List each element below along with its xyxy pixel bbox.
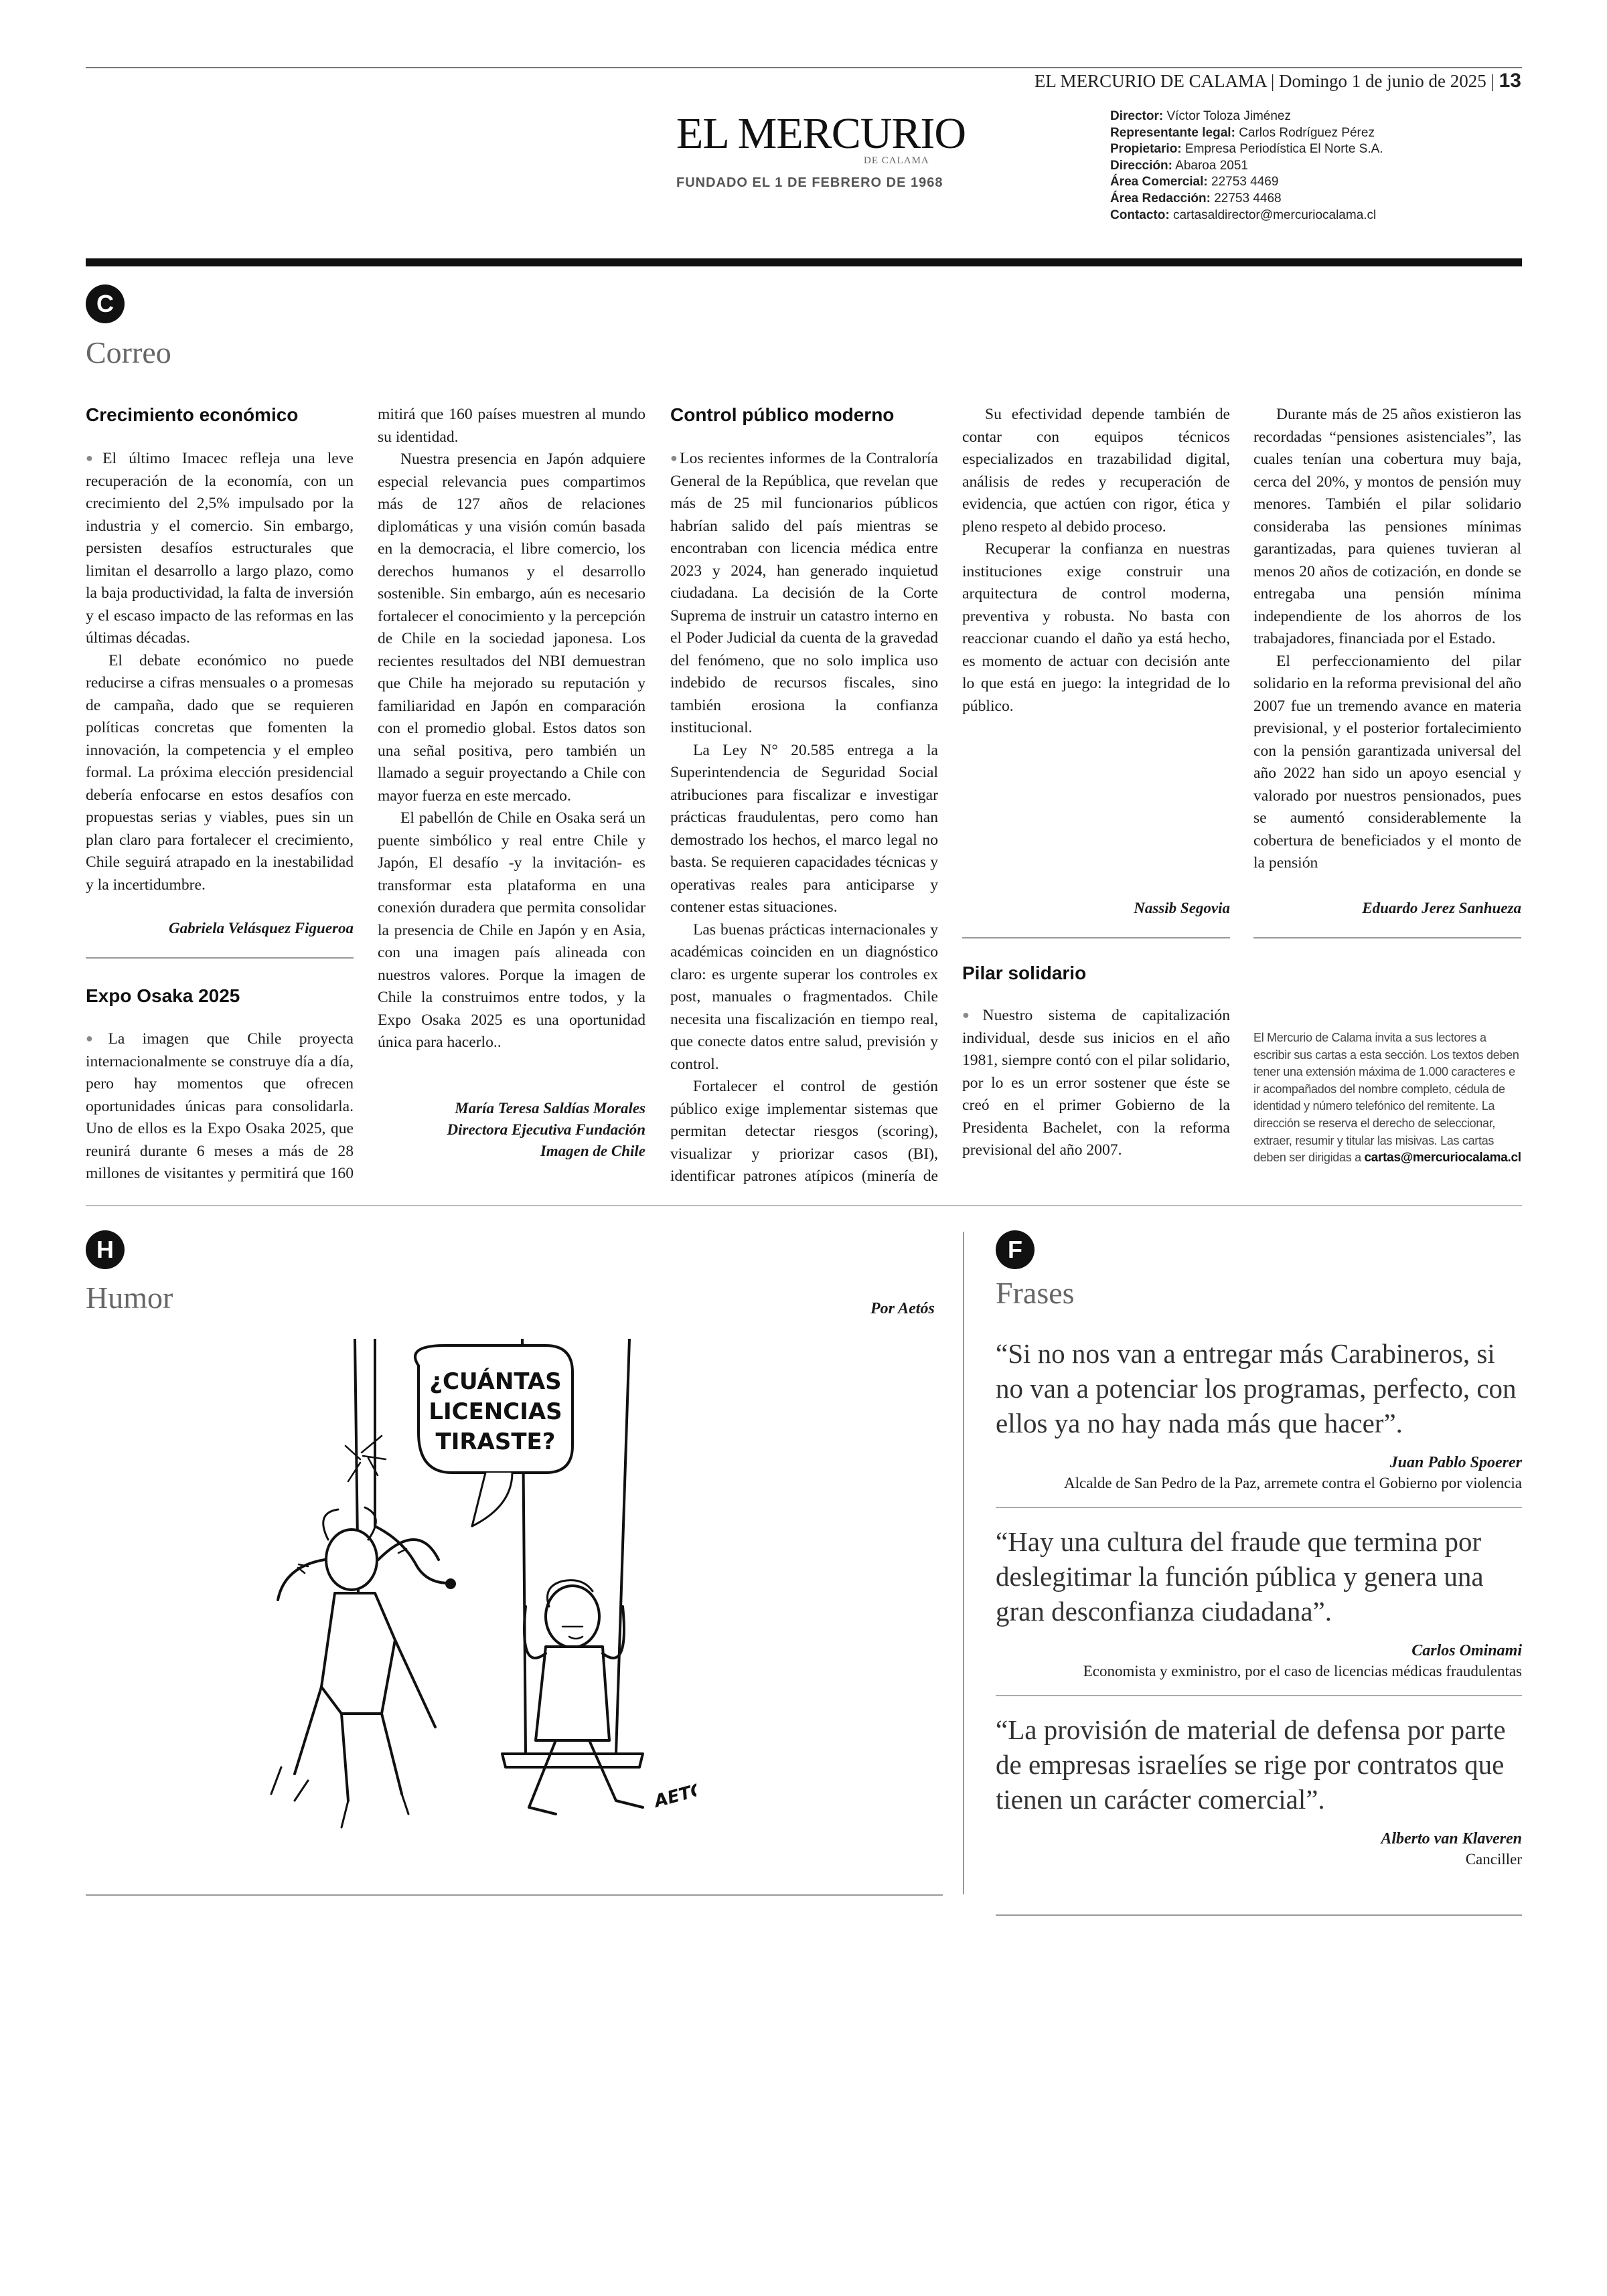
bubble-line-3: TIRASTE? xyxy=(435,1428,556,1455)
article-pilar-solidario-col1 xyxy=(962,1004,1230,1162)
masthead-logo-sub: DE CALAMA xyxy=(864,155,929,166)
staff-line: Director: Víctor Toloza Jiménez xyxy=(1110,109,1291,123)
humor-title: Humor xyxy=(86,1281,173,1315)
divider xyxy=(1253,937,1521,938)
signature: Gabriela Velásquez Figueroa xyxy=(168,920,354,936)
page-number: 13 xyxy=(1499,70,1521,92)
folio xyxy=(1035,70,1521,92)
article-control-publico-col1 xyxy=(670,447,938,1187)
article-title-crecimiento: Crecimiento económico xyxy=(86,404,299,425)
frases-title: Frases xyxy=(996,1276,1075,1310)
paragraph: Su efectividad depende también de contar con equipos técnicos especializados en trazabilidad digital, análisis de redes y recuperación de evidencia, que actúen con rigor, ética y pleno respeto al debido proceso. xyxy=(962,406,1230,536)
article-title-expo-osaka: Expo Osaka 2025 xyxy=(86,985,240,1006)
paragraph: ● Los recientes informes de la Contraloría General de la República, que revelan que más de 25 mil funcionarios públicos habrían salido del país mientras se encontraban con licencia médica entre 2023 y 2024, han generado inquietud ciudadana. La decisión de la Corte Suprema de instruir un catastro interno en el Poder Judicial da cuenta de la gravedad del fenómeno, que no solo implica uso indebido de recursos fiscales, sino también erosiona la confianza institucional. xyxy=(670,447,938,740)
bubble-line-1: ¿CUÁNTAS xyxy=(429,1368,562,1395)
section-divider xyxy=(86,1205,1522,1206)
signature-role: Directora Ejecutiva Fundación xyxy=(447,1121,645,1138)
correo-title: Correo xyxy=(86,335,171,370)
paragraph-continued: mitirá que 160 países muestren al mundo su identidad. xyxy=(378,406,645,446)
humor-bottom-rule xyxy=(86,1894,943,1896)
frases-badge: F xyxy=(996,1230,1035,1269)
staff-line: Representante legal: Carlos Rodríguez Pérez xyxy=(1110,125,1375,140)
notice-email[interactable]: cartas@mercuriocalama.cl xyxy=(1364,1151,1521,1165)
paragraph: El debate económico no puede reducirse a cifras mensuales o a promesas de campaña, dado que se requieren políticas concretas que fomenten la innovación, la competencia y el empleo formal. La próxima elección presidencial debería enfocarse en estos desafíos con propuestas serias y viables, pues sin un plan claro para fortalecer el crecimiento, Chile seguirá atrapado en la inestabilidad y la incertidumbre. xyxy=(86,651,354,894)
quote-author: Juan Pablo Spoerer xyxy=(1389,1454,1522,1471)
staff-line: Dirección: Abaroa 2051 xyxy=(1110,158,1248,173)
quote-author: Carlos Ominami xyxy=(1411,1642,1522,1659)
divider xyxy=(86,957,354,959)
staff-line: Área Redacción: 22753 4468 xyxy=(1110,191,1282,206)
article-pilar-solidario-col2 xyxy=(1253,404,1521,875)
paragraph: La Ley N° 20.585 entrega a la Superintendencia de Seguridad Social atribuciones para fiscalizar e investigar prácticas fraudulentas, pero como han demostrado los hechos, el marco legal no basta. Se requieren capacidades técnicas y operativas reales para anticiparse y contener estas situaciones. xyxy=(670,741,938,916)
notice-text: El Mercurio de Calama invita a sus lectores a escribir sus cartas a esta sección. Los textos deben tener una extensión máxima de 1.000 caracteres e ir acompañados del nombre completo, cédula de identidad y número telefónico del remitente. La dirección se reserva el derecho de seleccionar, extraer, resumir y titular las misivas. Las cartas deben ser dirigidas a xyxy=(1253,1031,1519,1165)
quote-item xyxy=(996,1332,1522,1492)
article-control-publico-col2 xyxy=(962,404,1230,718)
staff-box xyxy=(1110,108,1383,224)
quote-role: Alcalde de San Pedro de la Paz, arremete contra el Gobierno por violencia xyxy=(1064,1475,1522,1491)
paragraph: Nuestra presencia en Japón adquiere especial relevancia pues compartimos más de 127 años de relaciones diplomáticas y una visión común basada en la democracia, el libre comercio, los derechos humanos y el desarrollo sostenible. Sin embargo, aún es necesario fortalecer el conocimiento y la percepción de Chile en la sociedad japonesa. Los recientes resultados del NBI demuestran que Chile ha mejorado su reputación y familiaridad en Japón en comparación con el promedio global. Estos datos son una señal positiva, pero también un llamado a seguir proyectando a Chile con mayor fuerza en este mercado. xyxy=(378,450,645,805)
quote-item xyxy=(996,1696,1522,1868)
letters-notice xyxy=(1253,1030,1521,1167)
signature-block xyxy=(378,1098,645,1162)
folio-text: EL MERCURIO DE CALAMA | Domingo 1 de junio de 2025 | xyxy=(1034,71,1495,91)
divider xyxy=(962,937,1230,938)
section-rule xyxy=(86,258,1522,266)
paragraph: Recuperar la confianza en nuestras instituciones exige construir una arquitectura de control moderna, preventiva y robusta. No basta con reaccionar cuando el daño ya está hecho, es momento de actuar con decisión ante lo que está en juego: la integridad de lo público. xyxy=(962,540,1230,715)
signature: Nassib Segovia xyxy=(1134,900,1230,916)
article-expo-osaka-col2 xyxy=(378,404,645,1054)
quote-item xyxy=(996,1508,1522,1680)
artist-signature: AETÓS xyxy=(652,1775,696,1812)
cartoon-illustration xyxy=(241,1339,696,1854)
article-crecimiento xyxy=(86,447,354,896)
frases-list xyxy=(996,1332,1522,1868)
column-divider xyxy=(963,1232,964,1894)
founded-line: FUNDADO EL 1 DE FEBRERO DE 1968 xyxy=(676,175,943,190)
staff-line: Contacto: cartasaldirector@mercuriocalama.cl xyxy=(1110,208,1377,222)
paragraph: ● Nuestro sistema de capitalización individual, desde sus inicios en el año 1981, siempre contó con el pilar solidario, por lo es un error sostener que éste se creó en el primer Gobierno de la Presidenta Bachelet, con la reforma previsional del año 2007. xyxy=(962,1004,1230,1162)
signature-name: María Teresa Saldías Morales xyxy=(455,1100,645,1117)
article-expo-osaka-col1 xyxy=(86,1028,354,1181)
quote-text: “Si no nos van a entregar más Carabineros, si no van a potenciar los programas, perfecto, con ellos ya no hay nada más que hacer”. xyxy=(996,1338,1517,1439)
cartoon xyxy=(241,1339,696,1854)
paragraph: ● La imagen que Chile proyecta internacionalmente se construye día a día, pero hay momentos que ofrecen oportunidades únicas para consolidarla. Uno de ellos es la Expo Osaka 2025, que reunirá durante 6 meses a más de 28 millones de visitantes y permitirá que 160 xyxy=(86,1028,354,1181)
humor-badge: H xyxy=(86,1230,125,1269)
article-title-pilar-solidario: Pilar solidario xyxy=(962,963,1087,983)
staff-line: Propietario: Empresa Periodística El Norte S.A. xyxy=(1110,142,1383,157)
quote-text: “Hay una cultura del fraude que termina por deslegitimar la función pública y genera una gran desconfianza ciudadana”. xyxy=(996,1526,1484,1627)
top-rule xyxy=(86,67,1522,68)
cartoon-credit: Por Aetós xyxy=(870,1300,935,1317)
correo-badge: C xyxy=(86,284,125,323)
quote-author: Alberto van Klaveren xyxy=(1381,1830,1522,1848)
signature: Eduardo Jerez Sanhueza xyxy=(1362,900,1521,916)
paragraph: ● El último Imacec refleja una leve recuperación de la economía, con un crecimiento del 2,5% impulsado por la industria y el comercio. Sin embargo, persisten desafíos estructurales que limitan el desarrollo a largo plazo, como la baja productividad, la falta de inversión y el escaso impacto de las reformas en las últimas décadas. xyxy=(86,447,354,650)
paragraph: El perfeccionamiento del pilar solidario en la reforma previsional del año 2007 fue un tremendo avance en materia previsional, y el posterior fortalecimiento con la pensión garantizada universal del año 2022 han sido un apoyo esencial y valorado por nuestros pensionados, pues se aumentó considerablemente la cobertura de beneficiados y el monto de la pensión xyxy=(1253,652,1521,872)
paragraph: Las buenas prácticas internacionales y académicas coinciden en un diagnóstico claro: es urgente superar los controles ex post, manuales o fragmentados. Chile necesita una fiscalización en tiempo real, que conecte datos entre salud, previsión y control. xyxy=(670,920,938,1073)
staff-line: Área Comercial: 22753 4469 xyxy=(1110,175,1279,189)
quote-role: Canciller xyxy=(1465,1851,1522,1868)
signature-org: Imagen de Chile xyxy=(540,1143,645,1159)
masthead-logo: EL MERCURIO xyxy=(676,109,966,158)
article-title-control-publico: Control público moderno xyxy=(670,404,895,425)
quote-text: “La provisión de material de defensa por parte de empresas israelíes se rige por contratos que tienen un carácter comercial”. xyxy=(996,1714,1506,1815)
paragraph: Durante más de 25 años existieron las recordadas “pensiones asistenciales”, las cuales tenían una cobertura muy baja, cerca del 20%, y montos de pensión muy menores. También el pilar solidario consideraba las pensiones mínimas garantizadas, para quienes tuvieran al menos 20 años de cotización, en donde se entregaba una pensión mínima independiente de los ahorros de los trabajadores, financiada por el Estado. xyxy=(1253,406,1521,647)
bubble-line-2: LICENCIAS xyxy=(429,1398,562,1425)
paragraph: El pabellón de Chile en Osaka será un puente simbólico y real entre Chile y Japón, El desafío -y la invitación- es transformar esta plataforma en una conexión duradera que permita consolidar la presencia de Chile en Japón y en Asia, con una imagen país alineada con nuestros valores. Porque la imagen de Chile la construimos entre todos, y la Expo Osaka 2025 es una oportunidad única para hacerlo.. xyxy=(378,809,645,1051)
quote-role: Economista y exministro, por el caso de licencias médicas fraudulentas xyxy=(1083,1663,1522,1679)
frases-bottom-rule xyxy=(996,1914,1522,1916)
paragraph: Fortalecer el control de gestión público exige implementar sistemas que permitan detectar riesgos (scoring), visualizar y priorizar casos (BI), identificar patrones atípicos (minería de xyxy=(670,1078,938,1185)
